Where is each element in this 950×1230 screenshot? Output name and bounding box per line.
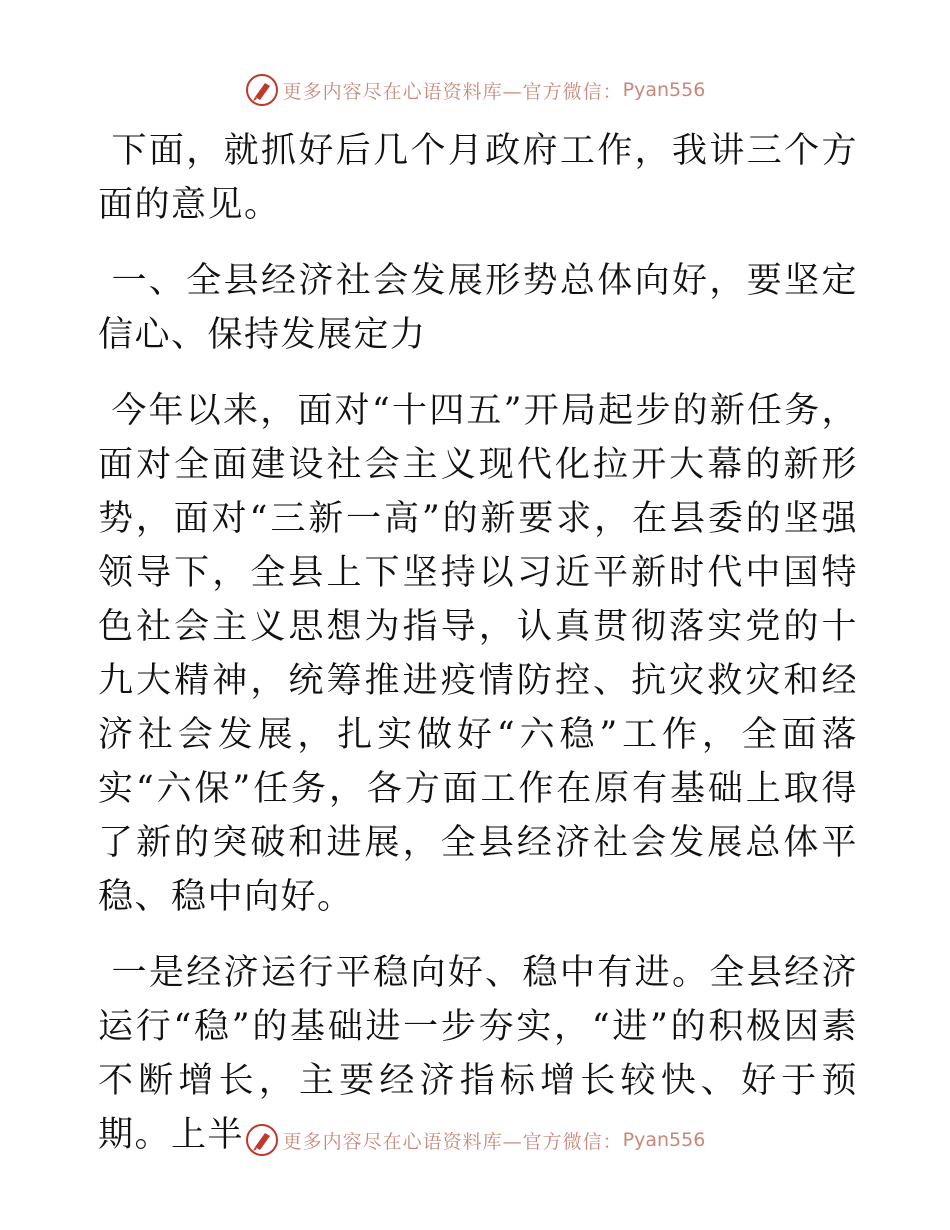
fountain-pen-icon — [245, 73, 279, 107]
watermark-wechat-id: Pyan556 — [622, 1129, 706, 1151]
watermark-wechat-id: Pyan556 — [622, 79, 706, 101]
paragraph-overview: 今年以来，面对“十四五”开局起步的新任务，面对全面建设社会主义现代化拉开大幕的新形势，面对“三新一高”的新要求，在县委的坚强领导下，全县上下坚持以习近平新时代中国特色社会主义思想为指导，认真贯彻落实党的十九大精神，统筹推进疫情防控、抗灾救灾和经济社会发展，扎实做好“六稳”工作，全面落实“六保”任务，各方面工作在原有基础上取得了新的突破和进展，全县经济社会发展总体平稳、稳中向好。 — [98, 391, 858, 917]
watermark-header — [0, 70, 950, 110]
section-heading-1: 一、全县经济社会发展形势总体向好，要坚定信心、保持发展定力 — [98, 261, 858, 355]
watermark-text: 更多内容尽在心语资料库—官方微信： — [282, 80, 623, 103]
fountain-pen-icon — [245, 1123, 279, 1157]
document-body — [98, 124, 858, 1184]
watermark-text: 更多内容尽在心语资料库—官方微信： — [282, 1130, 623, 1153]
paragraph-intro: 下面，就抓好后几个月政府工作，我讲三个方面的意见。 — [98, 131, 858, 225]
paragraph-point-1: 一是经济运行平稳向好、稳中有进。全县经济运行“稳”的基础进一步夯实，“进”的积极因素不断增长，主要经济指标增长较快、好于预期。上半 — [98, 953, 858, 1155]
watermark-footer — [0, 1120, 950, 1160]
